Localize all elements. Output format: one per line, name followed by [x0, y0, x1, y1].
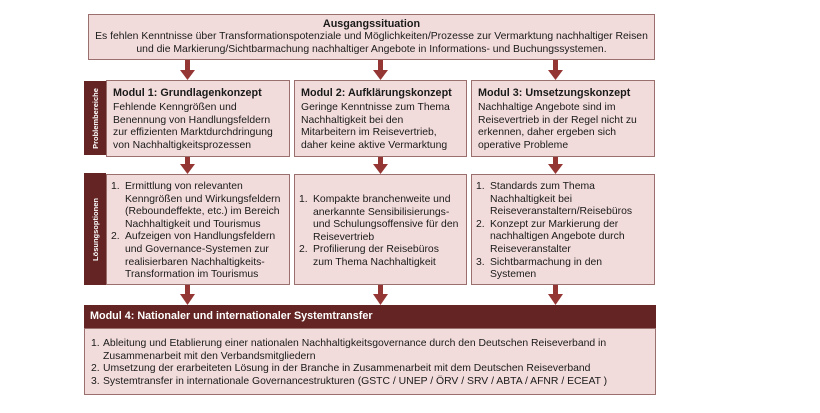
module-1-line: zur effizienten Marktdurchdringung [113, 127, 273, 139]
module-2-title: Modul 2: Aufklärungskonzept [301, 87, 452, 99]
module-2-line: Mitarbeitern im Reisevertrieb, [301, 127, 437, 139]
initial-situation-line-1: Es fehlen Kenntnisse über Transformationspotenziale und Möglichkeiten/Prozesse zur Vermarktung nachhaltiger Reisen [95, 31, 648, 42]
list-item [299, 194, 460, 244]
list-item-line: nachhaltigen Angebote durch [490, 231, 625, 243]
list-item-line: Reiseveranstalter [490, 243, 571, 255]
module-1-line: von Nachhaltigkeitsprozessen [113, 139, 252, 151]
list-item-line: zum Thema Nachhaltigkeit [313, 256, 436, 268]
list-item-number: 3. [91, 375, 100, 387]
list-item-text [313, 194, 460, 244]
list-item [111, 231, 283, 281]
list-item-line: Zusammenarbeit mit den Verbandsmitgliedern [103, 350, 316, 362]
solution-1-list [111, 181, 283, 282]
list-item [299, 244, 460, 269]
list-item-line: und Schulungsoffensive für den [313, 219, 459, 231]
list-item-line: Sichtbarmachung in den [490, 256, 603, 268]
module-3-box [471, 80, 655, 157]
module-1-box [106, 80, 290, 157]
list-item [476, 257, 648, 282]
list-item-text [103, 376, 649, 389]
arrow-situation-m1 [180, 60, 195, 80]
list-item-line: Profilierung der Reisebüros [313, 244, 439, 256]
module-3-line: operative Probleme [478, 139, 569, 151]
problem-areas-label [84, 81, 106, 155]
list-item-line: Systemen [490, 269, 537, 281]
module-4-box [84, 328, 656, 395]
solution-options-label-text: Lösungsoptionen [90, 197, 100, 261]
list-item-line: anerkannte Sensibilisierungs- [313, 206, 450, 218]
list-item-number: 2. [111, 231, 120, 243]
list-item-number: 2. [91, 363, 100, 375]
list-item-line: Transformation im Tourismus [125, 269, 259, 281]
module-2-line: Nachhaltigkeit bei den [301, 114, 404, 126]
list-item-line: Umsetzung der erarbeiteten Lösung in der Branche in Zusammenarbeit mit dem Deutschen Reiseverband [103, 363, 591, 375]
list-item-line: (Reboundeffekte, etc.) im Bereich [125, 206, 280, 218]
list-item [91, 338, 649, 363]
list-item [111, 181, 283, 231]
list-item [476, 181, 648, 219]
arrow-s3-m4 [548, 285, 563, 305]
solution-2-list [299, 194, 460, 270]
solution-3-list [476, 181, 648, 282]
arrow-situation-m3 [548, 60, 563, 80]
list-item [91, 363, 649, 376]
arrow-s1-m4 [180, 285, 195, 305]
module-2-line: Geringe Kenntnisse zum Thema [301, 102, 450, 113]
list-item-line: Kompakte branchenweite und [313, 194, 451, 205]
list-item-line: Reisevertrieb [313, 231, 375, 243]
module-3-line: erkennen, daher ergeben sich [478, 127, 617, 139]
list-item-line: Kenngrößen und Wirkungsfeldern [125, 193, 281, 205]
solution-1-box [106, 174, 290, 285]
arrow-m3-s3 [548, 157, 563, 174]
module-3-line: Nachhaltige Angebote sind im [478, 102, 616, 113]
arrow-situation-m2 [373, 60, 388, 80]
list-item-text [490, 181, 648, 219]
solution-options-label [84, 173, 106, 285]
list-item-line: Systemtransfer in internationale Governancestrukturen (GSTC / UNEP / ÖRV / SRV / ABTA / AFNR / ECEAT ) [103, 375, 608, 387]
list-item-line: Ermittlung von relevanten [125, 181, 243, 192]
module-1-line: Benennung von Handlungsfeldern [113, 114, 271, 126]
list-item-line: und Governance-Systemen zur [125, 243, 269, 255]
list-item-text [125, 231, 283, 281]
list-item-number: 1. [111, 181, 120, 192]
arrow-m1-s1 [180, 157, 195, 174]
list-item-number: 1. [91, 338, 100, 349]
list-item-text [103, 363, 649, 376]
module-3-line: Reisevertrieb in der Regel nicht zu [478, 114, 637, 126]
module-2-line: daher keine aktive Vermarktung [301, 139, 448, 151]
module-1-title: Modul 1: Grundlagenkonzept [113, 87, 262, 99]
arrow-m2-s2 [373, 157, 388, 174]
list-item-text [125, 181, 283, 231]
list-item-number: 3. [476, 256, 485, 268]
list-item-text [103, 338, 649, 363]
list-item-number: 2. [299, 244, 308, 256]
list-item-text [313, 244, 460, 269]
initial-situation-line-2: und die Markierung/Sichtbarmachung nachhaltiger Angebote in Informations- und Buchungssystemen. [136, 43, 607, 55]
list-item-line: Standards zum Thema [490, 181, 595, 192]
list-item-text [490, 219, 648, 257]
list-item-line: realisierbaren Nachhaltigkeits- [125, 256, 265, 268]
module-4-title: Modul 4: Nationaler und internationaler Systemtransfer [84, 305, 656, 328]
list-item-number: 1. [476, 181, 485, 192]
problem-areas-label-text: Problembereiche [90, 87, 100, 149]
arrow-s2-m4 [373, 285, 388, 305]
list-item-line: Reiseveranstaltern/Reisebüros [490, 206, 633, 218]
module-1-line: Fehlende Kenngrößen und [113, 102, 237, 113]
module-2-box [294, 80, 467, 157]
list-item-number: 1. [299, 194, 308, 205]
list-item [476, 219, 648, 257]
module-4-list [91, 338, 649, 388]
list-item-number: 2. [476, 218, 485, 230]
list-item-line: Nachhaltigkeit bei [490, 193, 573, 205]
solution-3-box [471, 174, 655, 285]
list-item-line: Aufzeigen von Handlungsfeldern [125, 231, 276, 243]
list-item-line: Konzept zur Markierung der [490, 218, 619, 230]
list-item-text [490, 257, 648, 282]
initial-situation-box [88, 14, 655, 60]
list-item-line: Nachhaltigkeit und Tourismus [125, 218, 261, 230]
solution-2-box [294, 174, 467, 285]
initial-situation-title: Ausgangssituation [322, 18, 421, 30]
list-item-line: Ableitung und Etablierung einer nationalen Nachhaltigkeitsgovernance durch den Deutschen Reiseverband in [103, 338, 607, 349]
module-3-title: Modul 3: Umsetzungskonzept [478, 87, 631, 99]
list-item [91, 376, 649, 389]
